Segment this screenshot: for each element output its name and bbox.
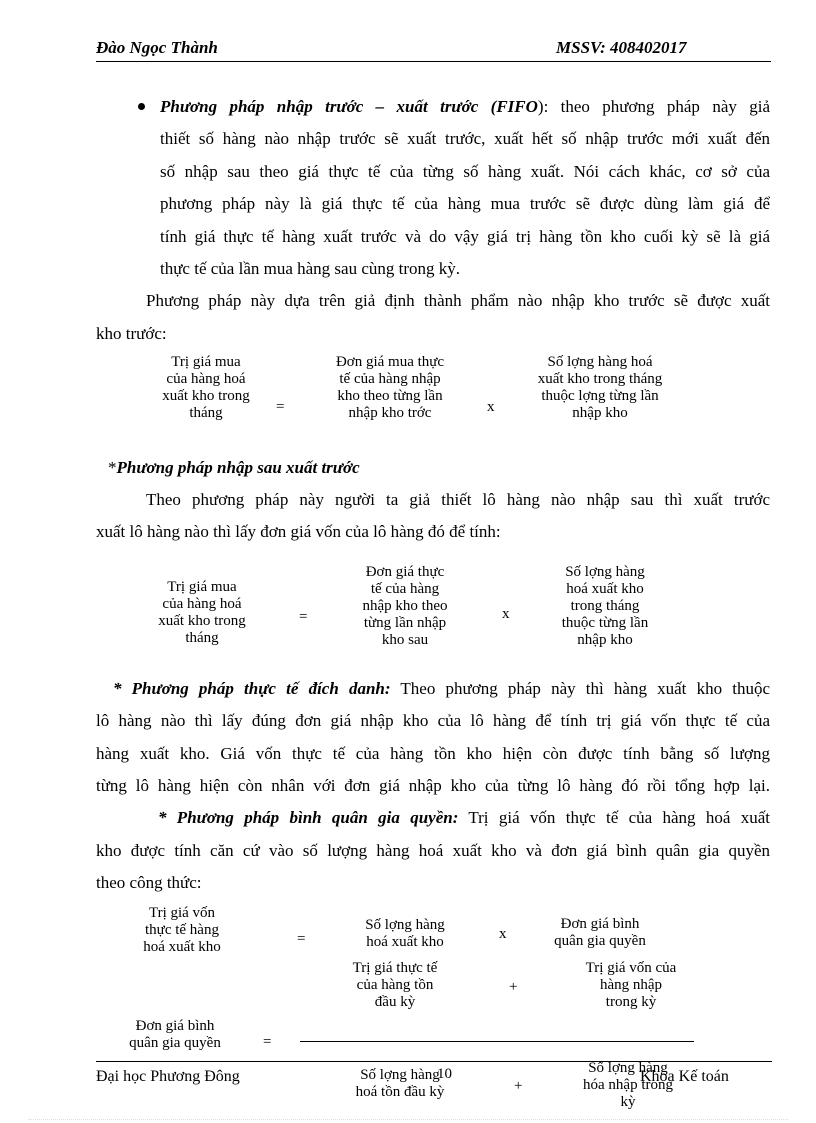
formula-text: nhập kho trớc bbox=[348, 405, 432, 421]
formula-text: Đơn giá thực bbox=[365, 564, 445, 580]
formula4-numerator-left bbox=[325, 960, 465, 1011]
weighted-line: theo công thức: bbox=[96, 873, 202, 892]
formula-text: của hàng tồn bbox=[356, 977, 434, 993]
formula-text: từng lần nhập bbox=[363, 615, 447, 631]
formula1-right bbox=[510, 354, 690, 422]
formula-text: hoá xuất kho bbox=[566, 581, 644, 597]
formula-text: xuất kho trong bbox=[158, 613, 246, 629]
header-rule bbox=[96, 61, 771, 62]
formula1-times: x bbox=[487, 399, 495, 415]
formula-text: Trị giá vốn bbox=[148, 905, 216, 921]
formula-text: hàng nhập bbox=[599, 977, 663, 993]
formula-text: nhập kho bbox=[577, 632, 633, 648]
weighted-title: * Phương pháp bình quân gia quyền: bbox=[158, 808, 459, 827]
fifo-first-line bbox=[160, 97, 770, 117]
formula4-label bbox=[110, 1018, 240, 1052]
formula-text: hóa nhập trong bbox=[583, 1077, 673, 1093]
formula-text: Trị giá mua bbox=[171, 354, 241, 370]
formula-text: tháng bbox=[189, 405, 223, 421]
formula-text: Trị giá mua bbox=[167, 579, 237, 595]
formula2-right bbox=[530, 564, 680, 649]
formula4-numerator-plus: + bbox=[509, 979, 518, 995]
header-student-id: MSSV: 408402017 bbox=[556, 38, 687, 57]
fifo-line: thiết số hàng nào nhập trước sẽ xuất trước, xuất hết số nhập trước mới xuất đến bbox=[160, 129, 770, 148]
fifo-line: tính giá thực tế hàng xuất trước và do vậy giá trị hàng tồn kho cuối kỳ sẽ là giá bbox=[160, 227, 770, 246]
formula-text: Trị giá thực tế bbox=[352, 960, 438, 976]
formula-text: tháng bbox=[185, 630, 219, 646]
formula-text: hoá xuất kho bbox=[366, 934, 444, 950]
weighted-first-line bbox=[158, 808, 770, 828]
header-author: Đào Ngọc Thành bbox=[96, 38, 218, 57]
lifo-line: xuất lô hàng nào thì lấy đơn giá vốn của lô hàng đó để tính: bbox=[96, 522, 501, 541]
footer-faculty: Khoa Kế toán bbox=[640, 1068, 729, 1085]
specific-line: hàng xuất kho. Giá vốn thực tế của hàng tồn kho hiện còn được tính bằng số lượng bbox=[96, 744, 770, 763]
specific-line: từng lô hàng hiện còn nhân với đơn giá nhập kho của từng lô hàng đó rồi tổng hợp lại. bbox=[96, 776, 770, 795]
formula-text: Đơn giá bình bbox=[135, 1018, 215, 1034]
bullet-icon bbox=[138, 103, 145, 110]
lifo-title: Phương pháp nhập sau xuất trước bbox=[116, 458, 360, 477]
formula-text: xuất kho trong tháng bbox=[537, 371, 663, 387]
formula-text: Đơn giá bình bbox=[560, 916, 640, 932]
formula-text: Số lợng hàng hoá bbox=[547, 354, 653, 370]
formula-text: tế của hàng nhập bbox=[339, 371, 441, 387]
page-edge bbox=[28, 1119, 788, 1120]
weighted-title-tail: Trị giá vốn thực tế của hàng hoá xuất bbox=[458, 808, 770, 827]
fifo-line: số nhập sau theo giá thực tế của từng số hàng xuất. Nói cách khác, cơ sở của bbox=[160, 162, 770, 181]
formula-text: xuất kho trong bbox=[162, 388, 250, 404]
formula-text: thuộc lợng từng lần bbox=[541, 388, 659, 404]
formula-text: Số lợng hàng bbox=[360, 1067, 440, 1083]
formula-text: hoá tồn đầu kỳ bbox=[355, 1084, 445, 1100]
specific-line: lô hàng nào thì lấy đúng đơn giá nhập kho của lô hàng để tính trị giá vốn thực tế của bbox=[96, 711, 770, 730]
specific-title: * Phương pháp thực tế đích danh: bbox=[113, 679, 391, 698]
formula4-numerator-right bbox=[556, 960, 706, 1011]
formula-text: thực tế hàng bbox=[145, 922, 219, 938]
formula-text: quân gia quyền bbox=[554, 933, 646, 949]
formula-text: trong kỳ bbox=[605, 994, 657, 1010]
formula-text: quân gia quyền bbox=[129, 1035, 221, 1051]
formula-text: nhập kho bbox=[572, 405, 628, 421]
formula-text: thuộc từng lần bbox=[561, 615, 649, 631]
formula-text: của hàng hoá bbox=[162, 596, 242, 612]
formula-text: Trị giá vốn của bbox=[585, 960, 677, 976]
formula-text: Số lợng hàng bbox=[588, 1060, 668, 1076]
formula2-left bbox=[122, 579, 282, 647]
formula-text: Số lợng hàng bbox=[365, 917, 445, 933]
fifo-paragraph: Phương pháp này dựa trên giả định thành phẩm nào nhập kho trước sẽ được xuất bbox=[146, 291, 770, 310]
lifo-heading bbox=[108, 458, 360, 478]
fifo-paragraph: kho trước: bbox=[96, 324, 167, 343]
formula2-equals: = bbox=[299, 609, 308, 625]
specific-first-line bbox=[113, 679, 770, 699]
fifo-title-tail: ): theo phương pháp này giả bbox=[537, 97, 771, 116]
fraction-bar bbox=[300, 1041, 694, 1042]
specific-title-tail: Theo phương pháp này thì hàng xuất kho thuộc bbox=[390, 679, 771, 698]
formula3-left bbox=[115, 905, 249, 956]
lifo-line: Theo phương pháp này người ta giả thiết lô hàng nào nhập sau thì xuất trước bbox=[146, 490, 770, 509]
fifo-line: thực tế của lần mua hàng sau cùng trong kỳ. bbox=[160, 259, 461, 278]
formula-text: Đơn giá mua thực bbox=[335, 354, 445, 370]
fifo-line: phương pháp này là giá thực tế của hàng mua trước sẽ được dùng làm giá để bbox=[160, 194, 770, 213]
formula-text: đầu kỳ bbox=[374, 994, 416, 1010]
lifo-star: * bbox=[108, 458, 117, 477]
formula4-denominator-plus: + bbox=[514, 1078, 523, 1094]
formula3-times: x bbox=[499, 926, 507, 942]
formula-text: trong tháng bbox=[570, 598, 640, 614]
formula-text: kỳ bbox=[620, 1094, 636, 1110]
footer-university: Đại học Phương Đông bbox=[96, 1068, 240, 1085]
formula3-right bbox=[530, 916, 670, 950]
formula-text: kho sau bbox=[381, 632, 429, 648]
formula-text: nhập kho theo bbox=[362, 598, 448, 614]
formula1-left bbox=[126, 354, 286, 422]
fifo-title: Phương pháp nhập trước – xuất trước (FIFO bbox=[160, 97, 538, 116]
formula-text: hoá xuất kho bbox=[143, 939, 221, 955]
formula4-equals: = bbox=[263, 1034, 272, 1050]
formula-text: của hàng hoá bbox=[166, 371, 246, 387]
formula2-times: x bbox=[502, 606, 510, 622]
formula1-equals: = bbox=[276, 399, 285, 415]
formula-text: tế của hàng bbox=[370, 581, 440, 597]
formula-text: kho theo từng lần bbox=[337, 388, 443, 404]
formula-text: Số lợng hàng bbox=[565, 564, 645, 580]
formula2-mid bbox=[330, 564, 480, 649]
footer-page-number: 10 bbox=[437, 1066, 452, 1082]
formula1-mid bbox=[310, 354, 470, 422]
formula3-equals: = bbox=[297, 931, 306, 947]
formula3-mid bbox=[335, 917, 475, 951]
weighted-line: kho được tính căn cứ vào số lượng hàng hoá xuất kho và đơn giá bình quân gia quyền bbox=[96, 841, 770, 860]
